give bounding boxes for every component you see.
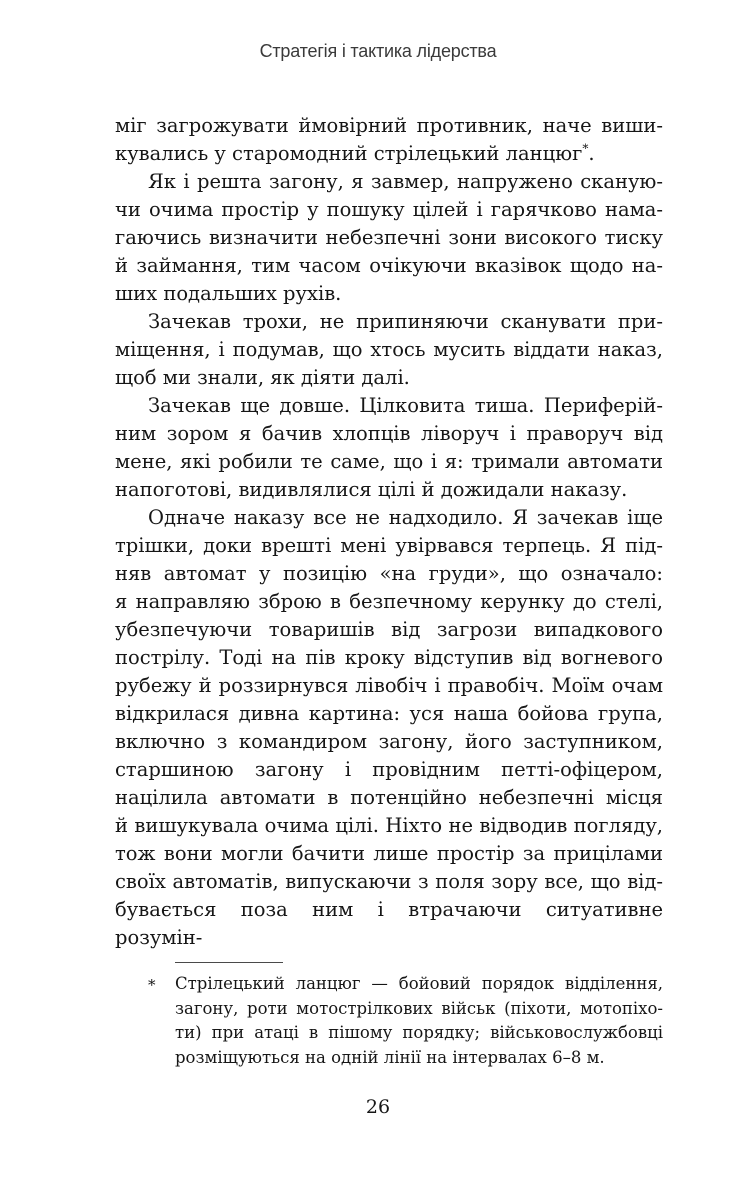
footnote-line: розміщуються на одній лінії на інтервалах 6–8 м. [175,1048,605,1068]
text-line: бувається поза ним і втрачаючи ситуативне розумін- [115,898,663,949]
footnote [147,952,663,1071]
text-line: гаючись визначити небезпечні зони високого тиску [115,226,663,249]
text-line: трішки, доки врешті мені увірвався терпець. Я під- [115,534,663,557]
text-line: кувались у старомодний стрілецький ланцюг*. [115,141,595,165]
body-text [115,112,663,952]
text-line: Зачекав ще довше. Цілковита тиша. Периферій- [148,394,663,417]
text-line: Зачекав трохи, не припиняючи сканувати при- [148,310,663,333]
paragraph [115,168,663,308]
text-line: включно з командиром загону, його заступником, [115,730,663,753]
footnote-line: загону, роти мотострілкових військ (піхоти, мотопіхо- [175,998,663,1018]
text-line: відкрилася дивна картина: уся наша бойова група, [115,702,663,725]
footnote-text [175,972,663,1071]
text-line: я направляю зброю в безпечному керунку до стелі, [115,590,663,613]
text-line: міщення, і подумав, що хтось мусить віддати наказ, [115,338,663,361]
text-line: напоготові, видивлялися цілі й дожидали наказу. [115,478,628,501]
running-head: Стратегія і тактика лідерства [259,41,497,61]
text-line: й займання, тим часом очікуючи вказівок щодо на- [115,254,663,277]
text-line: няв автомат у позицію «на груди», що означало: [115,562,663,585]
text-line: пострілу. Тоді на пів кроку відступив від вогневого [115,646,663,669]
footnote-body [147,972,663,1071]
paragraph [115,504,663,952]
text-line: міг загрожувати ймовірний противник, наче виши- [115,114,663,137]
text-line: чи очима простір у пошуку цілей і гарячково нама- [115,198,663,221]
footnote-marker: * [148,976,156,994]
text-line: ших подальших рухів. [115,282,342,305]
footnote-line: Стрілецький ланцюг — бойовий порядок відділення, [175,974,663,993]
paragraph [115,392,663,504]
text-line: мене, які робили те саме, що і я: тримали автомати [115,450,663,473]
text-line: убезпечуючи товаришів від загрози випадкового [115,618,663,641]
paragraph [115,308,663,392]
text-line: старшиною загону і провідним петті-офіцером, [115,758,663,781]
footnote-rule [175,962,283,963]
page-number: 26 [365,1096,391,1118]
text-line: рубежу й роззирнувся лівобіч і правобіч. Моїм очам [115,674,663,697]
footnote-line: ти) при атаці в пішому порядку; військовослужбовці [175,1023,663,1043]
text-line: й вишукувала очима цілі. Ніхто не відводив погляду, [115,814,663,837]
footnote-ref-asterisk: * [582,141,589,156]
text-line: ним зором я бачив хлопців ліворуч і праворуч від [115,422,663,445]
paragraph [115,112,663,168]
text-line: тож вони могли бачити лише простір за прицілами [115,842,663,865]
text-line: Одначе наказу все не надходило. Я зачекав іще [148,506,663,529]
text-line: щоб ми знали, як діяти далі. [115,366,410,389]
text-line: своїх автоматів, випускаючи з поля зору все, що від- [115,870,663,893]
text-line: націлила автомати в потенційно небезпечні місця [115,786,663,809]
text-line: Як і решта загону, я завмер, напружено сканую- [148,170,663,193]
